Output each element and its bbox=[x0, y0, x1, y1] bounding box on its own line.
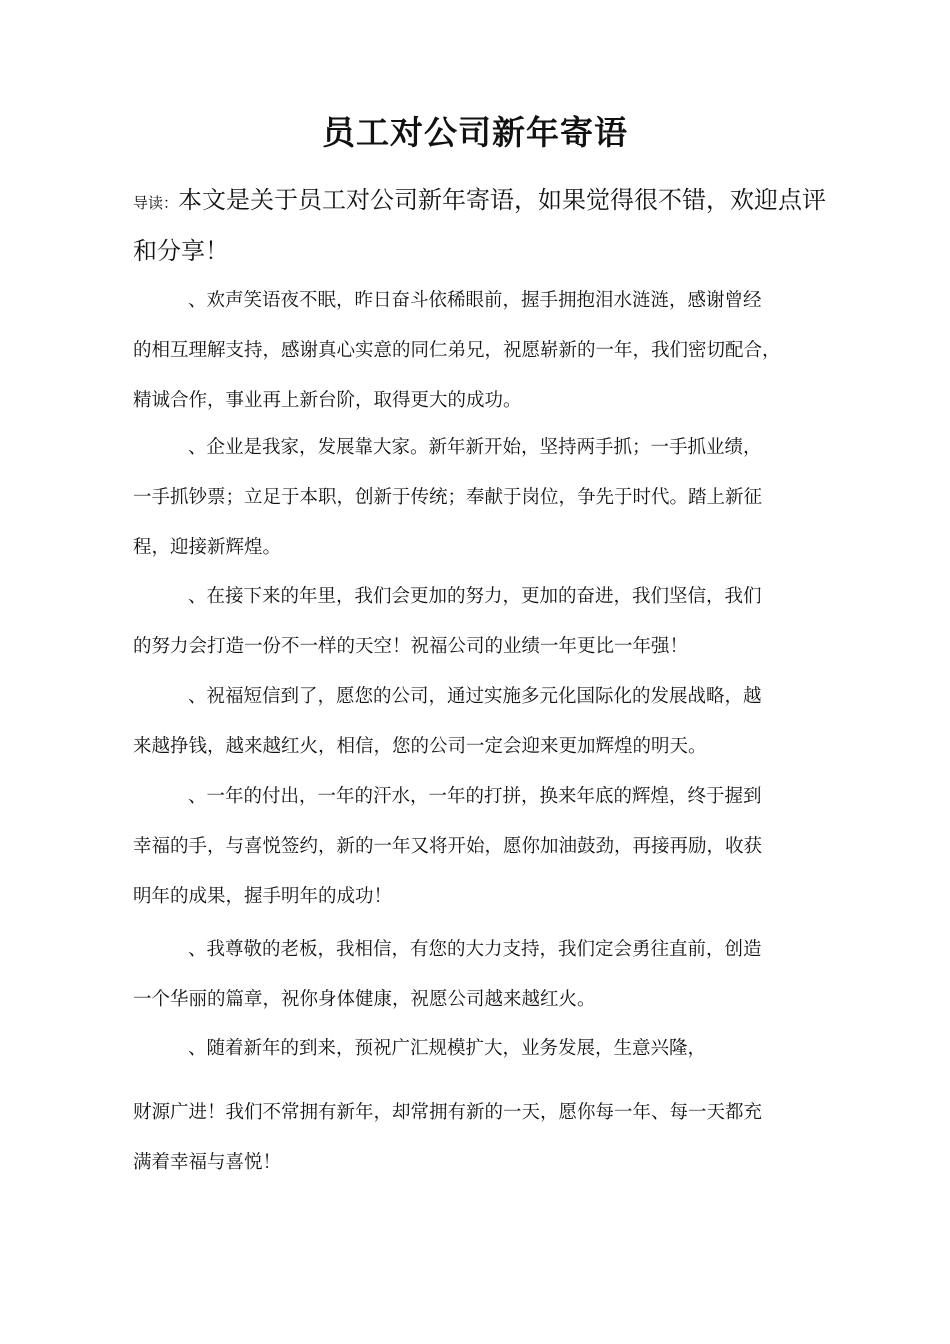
document-title: 员工对公司新年寄语 bbox=[322, 113, 628, 152]
paragraph-line: 、欢声笑语夜不眠，昨日奋斗依稀眼前，握手拥抱泪水涟涟，感谢曾经 bbox=[188, 290, 762, 311]
paragraph-line: 一手抓钞票；立足于本职，创新于传统；奉献于岗位，争先于时代。踏上新征 bbox=[133, 487, 763, 508]
paragraph-line: 满着幸福与喜悦！ bbox=[133, 1152, 282, 1173]
intro-paragraph bbox=[133, 176, 827, 275]
paragraph-6 bbox=[133, 925, 833, 1025]
intro-text: 本文是关于员工对公司新年寄语，如果觉得很不错，欢迎点评和分享！ bbox=[133, 186, 827, 265]
paragraph-line: 来越挣钱，越来越红火，相信，您的公司一定会迎来更加辉煌的明天。 bbox=[133, 736, 707, 757]
paragraph-line: 明年的成果，握手明年的成功！ bbox=[133, 886, 393, 907]
paragraph-line: 程，迎接新辉煌。 bbox=[133, 537, 282, 558]
paragraph-line: 、随着新年的到来，预祝广汇规模扩大，业务发展，生意兴隆， bbox=[188, 1038, 707, 1059]
paragraph-line: 、在接下来的年里，我们会更加的努力，更加的奋进，我们坚信，我们 bbox=[188, 586, 762, 607]
paragraph-line: 精诚合作，事业再上新台阶，取得更大的成功。 bbox=[133, 390, 522, 411]
paragraph-line: 、我尊敬的老板，我相信，有您的大力支持，我们定会勇往直前，创造 bbox=[188, 939, 762, 960]
paragraph-line: 、一年的付出，一年的汗水，一年的打拼，换来年底的辉煌，终于握到 bbox=[188, 786, 762, 807]
paragraph-line: 幸福的手，与喜悦签约，新的一年又将开始，愿你加油鼓劲，再接再励，收获 bbox=[133, 836, 763, 857]
paragraph-line: 的相互理解支持，感谢真心实意的同仁弟兄，祝愿崭新的一年，我们密切配合， bbox=[133, 340, 781, 361]
paragraph-line: 、企业是我家，发展靠大家。新年新开始，坚持两手抓；一手抓业绩， bbox=[188, 437, 762, 458]
paragraph-8 bbox=[133, 1088, 833, 1188]
paragraph-line: 、祝福短信到了，愿您的公司，通过实施多元化国际化的发展战略，越 bbox=[188, 686, 762, 707]
paragraph-2 bbox=[133, 423, 833, 573]
paragraph-line: 的努力会打造一份不一样的天空！祝福公司的业绩一年更比一年强！ bbox=[133, 636, 689, 657]
paragraph-line: 财源广进！我们不常拥有新年，却常拥有新的一天，愿你每一年、每一天都充 bbox=[133, 1102, 763, 1123]
paragraph-5 bbox=[133, 772, 833, 922]
paragraph-line: 一个华丽的篇章，祝你身体健康，祝愿公司越来越红火。 bbox=[133, 989, 596, 1010]
paragraph-1 bbox=[133, 276, 833, 426]
intro-label: 导读： bbox=[133, 194, 179, 212]
paragraph-3 bbox=[133, 572, 833, 672]
paragraph-7 bbox=[133, 1024, 833, 1074]
paragraph-4 bbox=[133, 672, 833, 772]
